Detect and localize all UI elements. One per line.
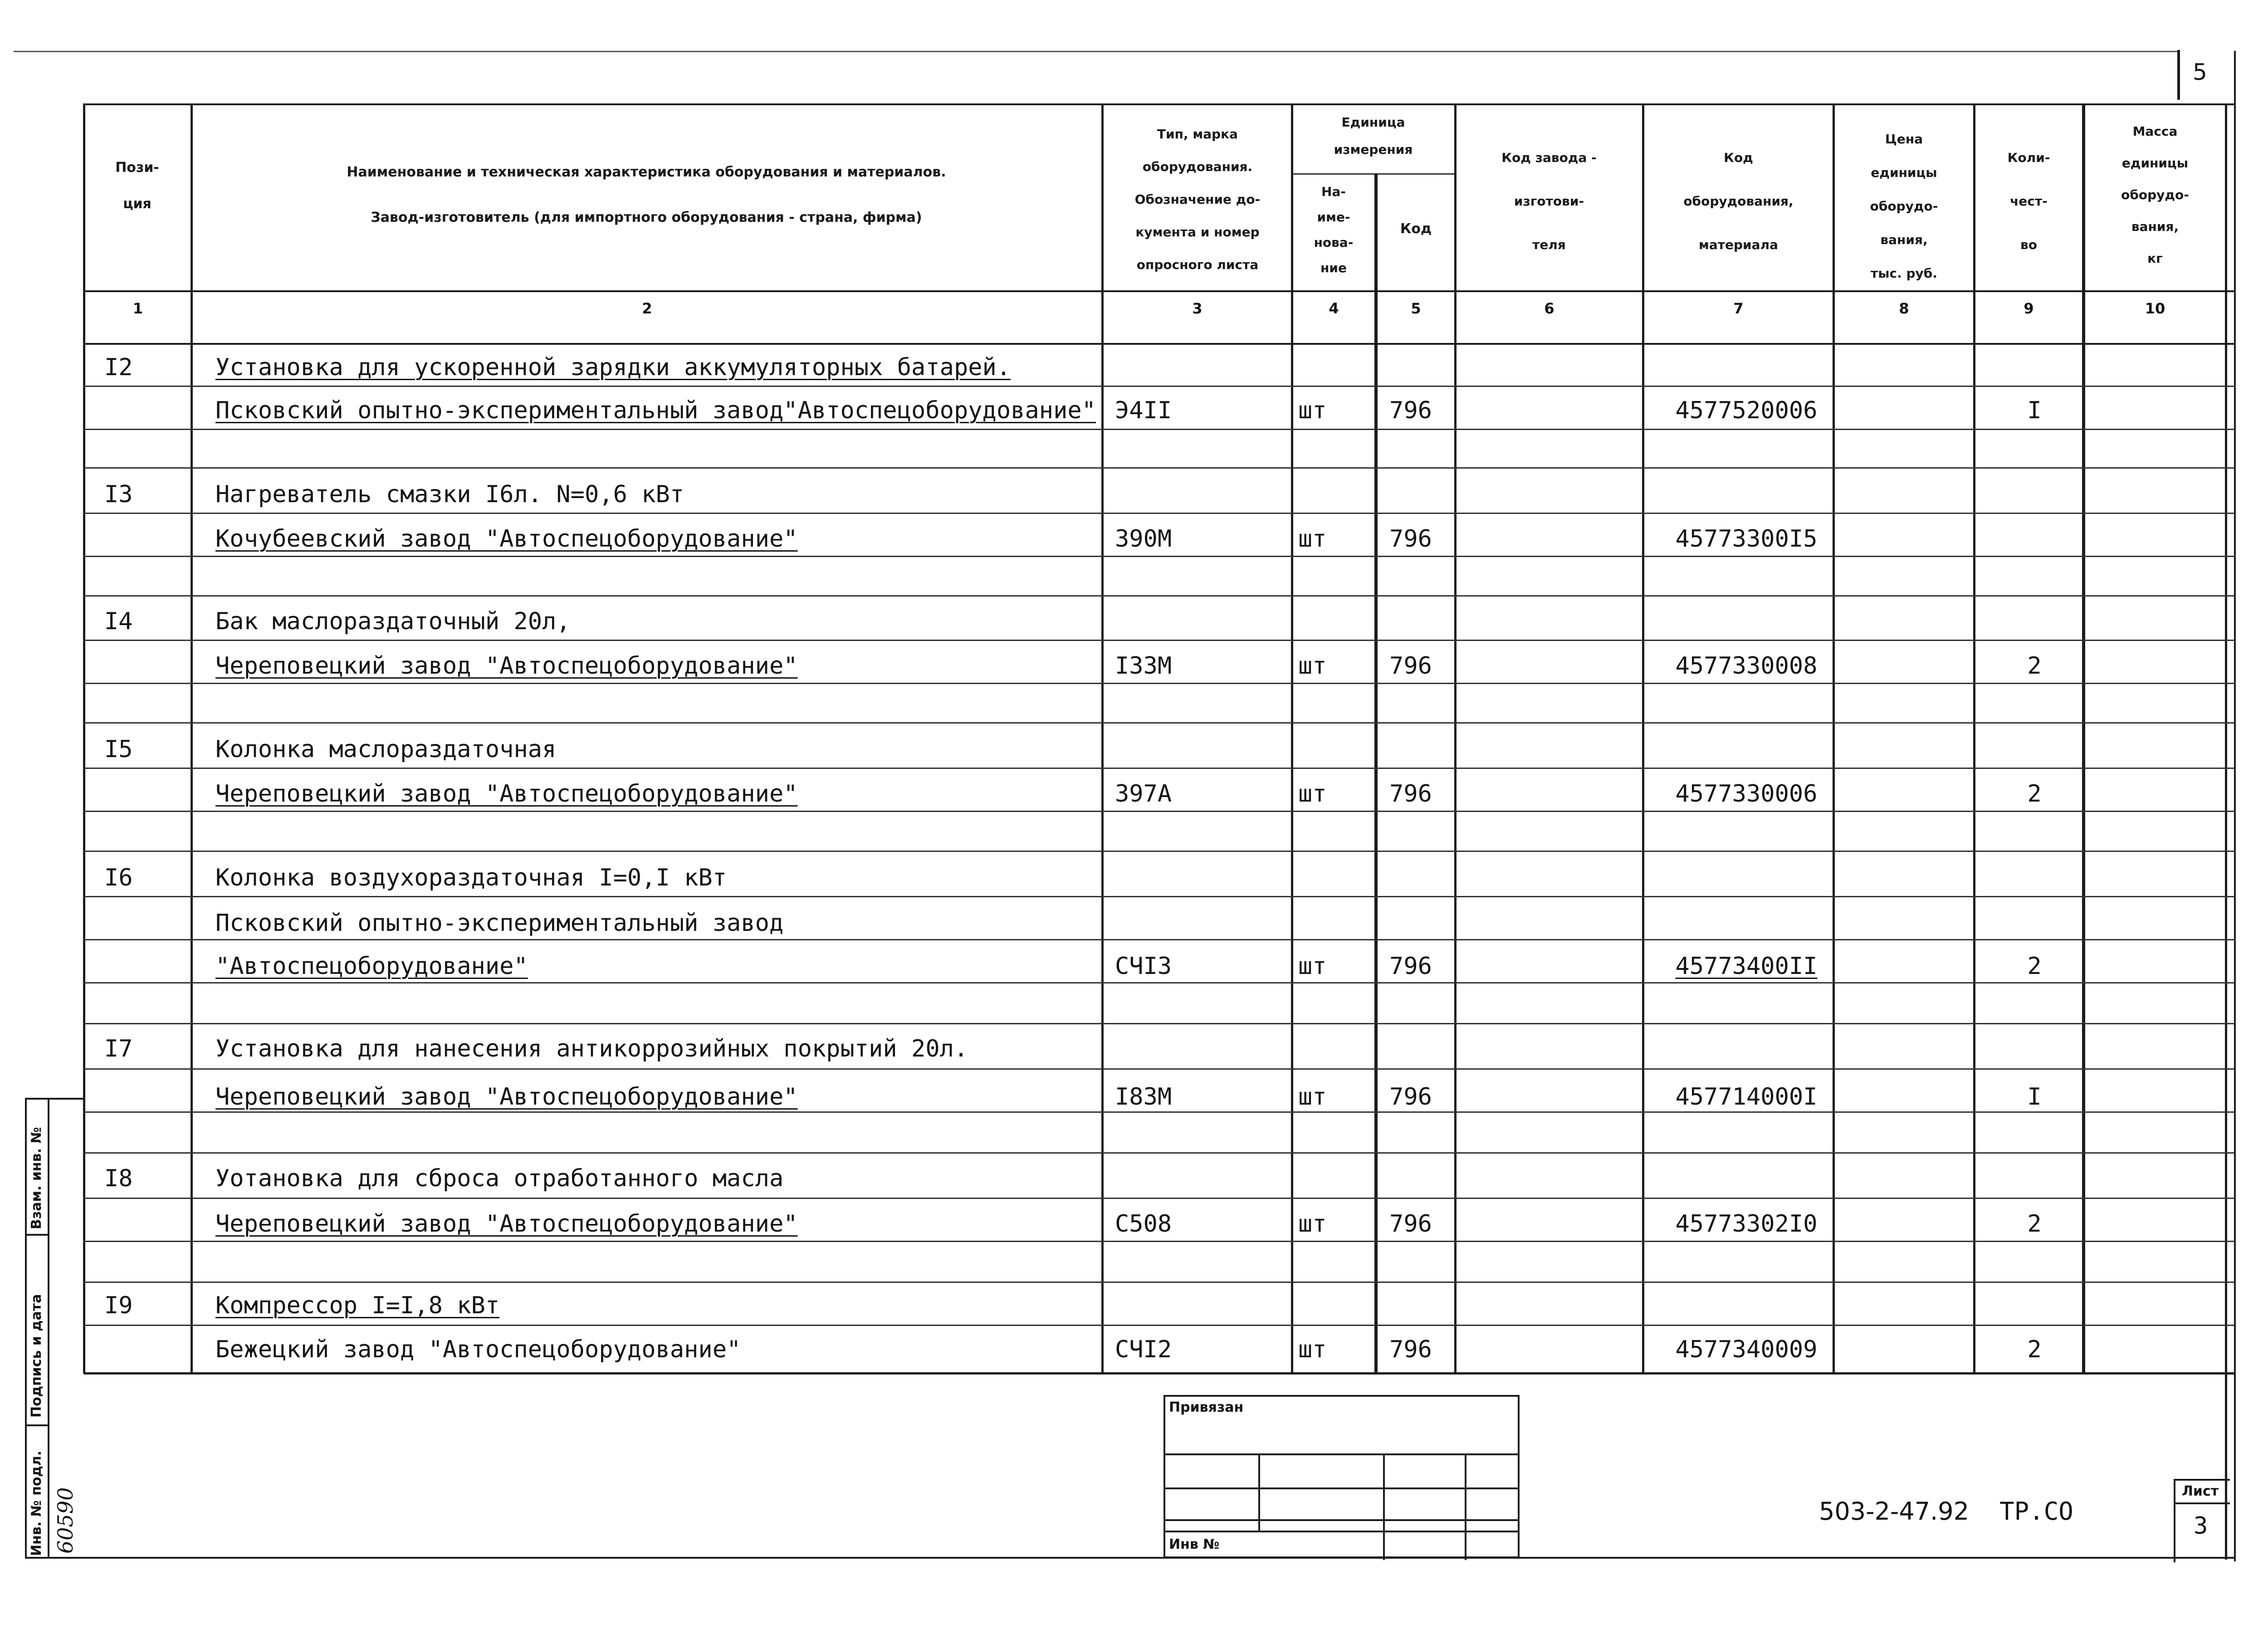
- col-line-5: [1454, 103, 1457, 1374]
- row-1-code7: 4577520006: [1675, 397, 1818, 424]
- row-separator-line: [84, 1023, 2234, 1024]
- row-10-qty: 2: [2027, 780, 2042, 807]
- row-23-unit: шт: [1298, 1336, 1327, 1363]
- row-20-code5: 796: [1389, 1210, 1432, 1238]
- row-22-pos: I9: [104, 1292, 133, 1319]
- header-col4-l2: име-: [1317, 210, 1350, 225]
- header-col1-l1: Пози-: [115, 160, 159, 176]
- sheet-number: 3: [2194, 1512, 2208, 1540]
- header-col8-l2: единицы: [1871, 165, 1937, 180]
- colnum-9: 9: [2024, 300, 2034, 317]
- colnum-2: 2: [642, 300, 652, 317]
- row-20-code7: 45773302I0: [1675, 1210, 1818, 1238]
- colnum-1: 1: [132, 300, 143, 317]
- row-14-type: СЧI3: [1115, 953, 1172, 980]
- col-line-4: [1374, 173, 1378, 1374]
- row-14-code7: 45773400II: [1675, 953, 1818, 980]
- page-number: 5: [2193, 59, 2207, 85]
- row-1-name: Псковский опытно-экспериментальный завод"Автоспецоборудование": [215, 397, 1096, 424]
- row-separator-line: [84, 1152, 2234, 1154]
- row-separator-line: [84, 513, 2234, 514]
- header-col3-l1: Тип, марка: [1157, 127, 1238, 142]
- header-unit-group-l1: Единица: [1341, 115, 1405, 130]
- header-unit-group-l2: измерения: [1334, 142, 1413, 157]
- unit-group-line: [1291, 173, 1454, 175]
- row-7-code7: 4577330008: [1675, 652, 1818, 680]
- header-unit-group: [1293, 109, 1454, 163]
- row-23-qty: 2: [2027, 1336, 2042, 1363]
- header-col8-l1: Цена: [1885, 132, 1923, 147]
- header-col9-l2: чест-: [2010, 194, 2048, 209]
- row-23-code5: 796: [1389, 1336, 1432, 1363]
- row-0-name: Установка для ускоренной зарядки аккумуляторных батарей.: [215, 354, 1011, 381]
- table-top-line: [84, 103, 2234, 105]
- row-17-unit: шт: [1298, 1083, 1327, 1111]
- header-col3-l2: оборудования.: [1142, 159, 1253, 174]
- colnum-8: 8: [1899, 300, 1909, 317]
- colnum-10: 10: [2145, 300, 2165, 317]
- header-col10-l3: оборудо-: [2121, 187, 2189, 202]
- row-10-type: 397А: [1115, 780, 1172, 807]
- row-separator-line: [84, 722, 2234, 724]
- row-separator-line: [84, 768, 2234, 769]
- colnum-6: 6: [1544, 300, 1554, 317]
- row-20-qty: 2: [2027, 1210, 2042, 1238]
- header-col7-l2: оборудования,: [1683, 194, 1794, 209]
- document-code: [1819, 1497, 2073, 1526]
- row-separator-line: [84, 1325, 2234, 1326]
- row-20-unit: шт: [1298, 1210, 1327, 1238]
- inv-label: Инв №: [1169, 1536, 1220, 1552]
- header-col8-l5: тыс. руб.: [1870, 266, 1937, 281]
- row-14-unit: шт: [1298, 953, 1327, 980]
- col-line-10: [2225, 103, 2227, 1560]
- row-1-qty: I: [2027, 397, 2042, 424]
- row-4-unit: шт: [1298, 525, 1327, 553]
- row-separator-line: [84, 896, 2234, 897]
- header-col7-l3: материала: [1699, 237, 1778, 252]
- row-separator-line: [84, 1068, 2234, 1070]
- sheet-label: Лист: [2182, 1483, 2219, 1499]
- col-line-8: [1973, 103, 1975, 1374]
- row-9-pos: I5: [104, 736, 133, 763]
- header-col6-l2: изготови-: [1514, 194, 1584, 209]
- col-line-1: [191, 103, 193, 1374]
- header-col8: [1835, 122, 1973, 290]
- doc-code: 503-2-47.92: [1819, 1497, 1969, 1526]
- row-7-unit: шт: [1298, 652, 1327, 680]
- row-14-name: "Автоспецоборудование": [215, 953, 528, 980]
- row-0-pos: I2: [104, 354, 133, 381]
- bound-label: Привязан: [1169, 1399, 1244, 1415]
- row-7-code5: 796: [1389, 652, 1432, 680]
- row-17-name: Череповецкий завод "Автоспецоборудование": [215, 1083, 798, 1111]
- row-3-pos: I3: [104, 481, 133, 508]
- inv-podl-label: Инв. № подл.: [29, 1450, 44, 1556]
- col-line-3: [1291, 103, 1293, 1374]
- header-col4: [1293, 179, 1374, 281]
- row-4-type: 390М: [1115, 525, 1172, 553]
- header-col2-l2: Завод-изготовитель (для импортного оборудования - страна, фирма): [371, 210, 922, 225]
- row-23-name: Бежецкий завод "Автоспецоборудование": [215, 1336, 741, 1363]
- header-col7-l1: Код: [1724, 150, 1753, 165]
- bottom-frame-line: [25, 1557, 2234, 1559]
- header-col3-l4: кумента и номер: [1135, 225, 1260, 240]
- header-col8-l3: оборудо-: [1870, 199, 1938, 214]
- row-separator-line: [84, 851, 2234, 852]
- row-23-type: СЧI2: [1115, 1336, 1172, 1363]
- row-20-type: С508: [1115, 1210, 1172, 1238]
- row-9-name: Колонка маслораздаточная: [215, 736, 557, 763]
- header-col10-l4: вания,: [2131, 219, 2179, 234]
- row-17-code5: 796: [1389, 1083, 1432, 1111]
- row-1-code5: 796: [1389, 397, 1432, 424]
- header-col6: [1456, 136, 1642, 267]
- colnum-7: 7: [1733, 300, 1744, 317]
- colnum-5: 5: [1411, 300, 1421, 317]
- header-col6-l3: теля: [1532, 237, 1566, 252]
- header-col9: [1975, 136, 2082, 267]
- row-separator-line: [84, 1198, 2234, 1199]
- bound-stamp: [1163, 1395, 1520, 1558]
- header-col4-l1: На-: [1321, 184, 1346, 199]
- row-4-code5: 796: [1389, 525, 1432, 553]
- inv-podl-value: 60590: [53, 1487, 78, 1554]
- row-separator-line: [84, 467, 2234, 469]
- row-14-code5: 796: [1389, 953, 1432, 980]
- row-17-type: I83М: [1115, 1083, 1172, 1111]
- header-col3: [1105, 118, 1290, 281]
- row-13-name: Псковский опытно-экспериментальный завод: [215, 910, 784, 937]
- header-col8-l4: вания,: [1880, 232, 1928, 247]
- row-separator-line: [84, 640, 2234, 641]
- sheet-box: [2174, 1479, 2230, 1562]
- row-17-code7: 457714000I: [1675, 1083, 1818, 1111]
- doc-suffix: ТР.СО: [1999, 1497, 2073, 1526]
- row-12-pos: I6: [104, 864, 133, 891]
- row-7-qty: 2: [2027, 652, 2042, 680]
- header-col5: Код: [1400, 221, 1432, 237]
- colnum-4: 4: [1329, 300, 1339, 317]
- row-10-code7: 4577330006: [1675, 780, 1818, 807]
- header-col4-l4: ние: [1320, 260, 1347, 275]
- row-10-code5: 796: [1389, 780, 1432, 807]
- row-10-unit: шт: [1298, 780, 1327, 807]
- row-14-qty: 2: [2027, 953, 2042, 980]
- row-22-name: Компрессор I=I,8 кВт: [215, 1292, 500, 1319]
- header-col4-l3: нова-: [1314, 235, 1354, 250]
- row-20-name: Череповецкий завод "Автоспецоборудование": [215, 1210, 798, 1238]
- row-16-pos: I7: [104, 1035, 133, 1062]
- row-6-name: Бак маслораздаточный 20л,: [215, 608, 571, 635]
- header-col10-l2: единицы: [2121, 156, 2189, 171]
- header-col1: [86, 150, 188, 222]
- header-col9-l3: во: [2020, 237, 2037, 252]
- colnum-3: 3: [1192, 300, 1202, 317]
- row-1-type: Э4II: [1115, 397, 1172, 424]
- header-col10-l1: Масса: [2132, 124, 2178, 139]
- col-line-7: [1833, 103, 1835, 1374]
- row-12-name: Колонка воздухораздаточная I=0,I кВт: [215, 864, 727, 891]
- row-1-unit: шт: [1298, 397, 1327, 424]
- podpis-data-label: Подпись и дата: [29, 1294, 44, 1418]
- row-3-name: Нагреватель смазки I6л. N=0,6 кВт: [215, 481, 684, 508]
- header-col9-l1: Коли-: [2007, 150, 2050, 165]
- header-col6-l1: Код завода -: [1501, 150, 1597, 165]
- colnum-bottom-line: [84, 343, 2234, 345]
- row-4-code7: 45773300I5: [1675, 525, 1818, 553]
- row-23-code7: 4577340009: [1675, 1336, 1818, 1363]
- row-7-type: I33М: [1115, 652, 1172, 680]
- left-margin-strip: [25, 1098, 84, 1558]
- row-separator-line: [84, 595, 2234, 597]
- header-col10: [2085, 116, 2225, 274]
- header-col1-l2: ция: [123, 196, 152, 212]
- row-4-name: Кочубеевский завод "Автоспецоборудование": [215, 525, 798, 553]
- header-col2-l1: Наименование и техническая характеристика оборудования и материалов.: [347, 164, 946, 180]
- row-17-qty: I: [2027, 1083, 2042, 1111]
- row-10-name: Череповецкий завод "Автоспецоборудование": [215, 780, 798, 807]
- header-col3-l3: Обозначение до-: [1134, 192, 1261, 207]
- row-separator-line: [84, 1282, 2234, 1283]
- row-separator-line: [84, 386, 2234, 387]
- row-19-name: Уотановка для сброса отработанного масла: [215, 1165, 784, 1192]
- row-16-name: Установка для нанесения антикоррозийных покрытий 20л.: [215, 1035, 968, 1062]
- header-col7: [1644, 136, 1833, 267]
- row-6-pos: I4: [104, 608, 133, 635]
- table-bottom-line: [84, 1372, 2234, 1375]
- row-19-pos: I8: [104, 1165, 133, 1192]
- col-line-2: [1101, 103, 1104, 1374]
- vzam-inv-label: Взам. инв. №: [29, 1127, 44, 1229]
- row-separator-line: [84, 429, 2234, 430]
- header-col3-l5: опросного листа: [1136, 257, 1259, 272]
- row-7-name: Череповецкий завод "Автоспецоборудование": [215, 652, 798, 680]
- col-line-9: [2082, 103, 2085, 1374]
- col-line-6: [1642, 103, 1644, 1374]
- header-col2: [195, 150, 1098, 240]
- header-bottom-line: [84, 290, 2234, 292]
- header-col10-l5: кг: [2147, 251, 2163, 266]
